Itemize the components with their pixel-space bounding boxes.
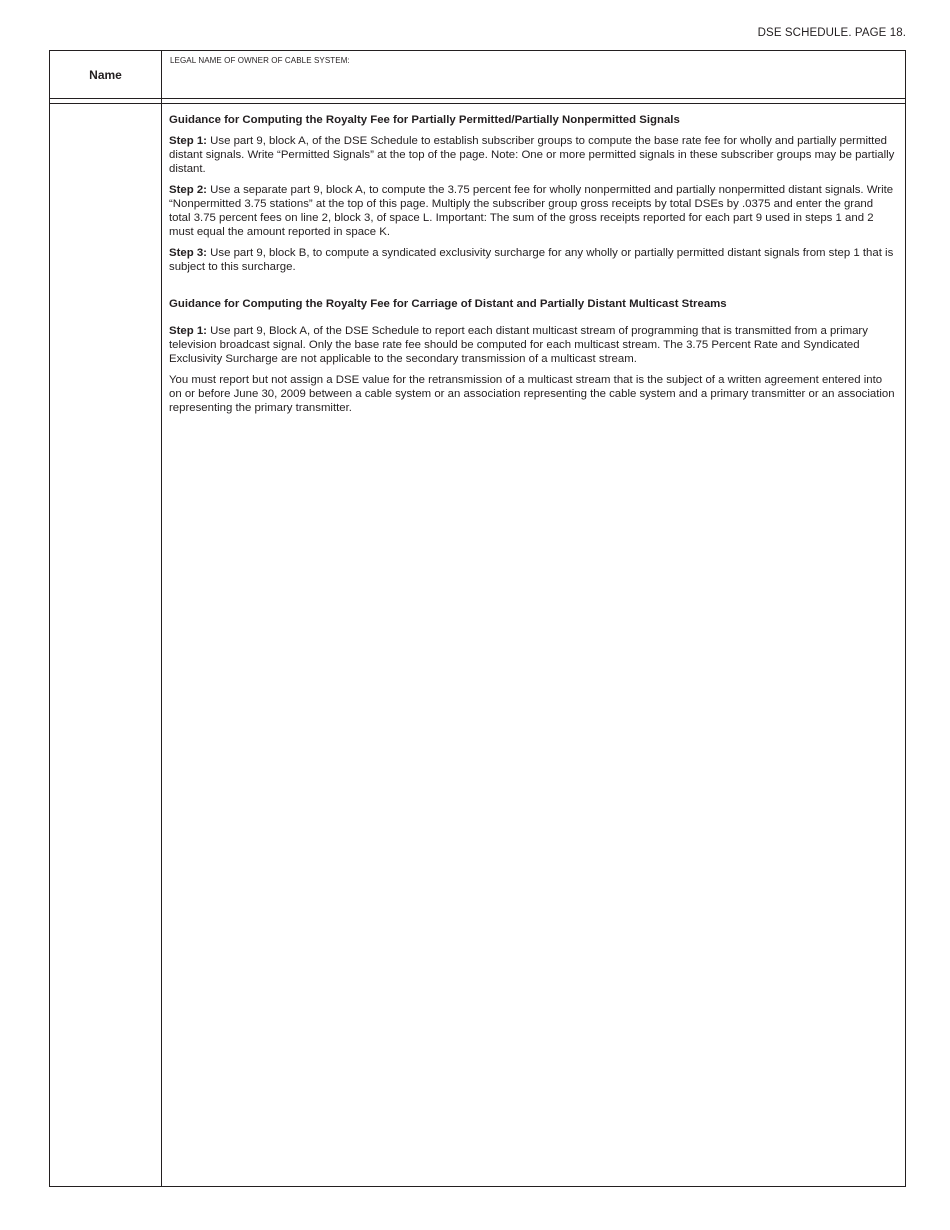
- legal-name-label: LEGAL NAME OF OWNER OF CABLE SYSTEM:: [170, 56, 350, 65]
- guidance-content: [169, 113, 897, 422]
- step-2-paragraph: [169, 183, 897, 239]
- step-3-paragraph: [169, 246, 897, 274]
- column-divider: [161, 51, 162, 1186]
- multicast-step-1-text: Use part 9, Block A, of the DSE Schedule to report each distant multicast stream of programming that is transmitted from a primary television broadcast signal. Only the base rate fee should be computed for each multicast stream. The 3.75 Percent Rate and Syndicated Exclusivity Surcharge are not applicable to the secondary transmission of a multicast stream.: [169, 325, 868, 365]
- step-3-text: Use part 9, block B, to compute a syndicated exclusivity surcharge for any wholly or partially permitted distant signals from step 1 that is subject to this surcharge.: [169, 247, 894, 273]
- step-1-paragraph: [169, 134, 897, 176]
- step-3-label: Step 3:: [169, 247, 207, 259]
- multicast-step-1-label: Step 1:: [169, 325, 207, 337]
- section-title-partially-permitted: Guidance for Computing the Royalty Fee for Partially Permitted/Partially Nonpermitted Signals: [169, 114, 680, 126]
- name-label: Name: [89, 67, 122, 82]
- step-2-text: Use a separate part 9, block A, to compute the 3.75 percent fee for wholly nonpermitted and partially nonpermitted distant signals. Write “Nonpermitted 3.75 stations” at the top of this page. Multiply the subscriber group gross receipts by total DSEs by .0375 and enter the grand total 3.75 percent fees on line 2, block 3, of space L. Important: The sum of the gross receipts reported for each part 9 used in steps 1 and 2 must equal the amount reported in space K.: [169, 184, 894, 238]
- header-rule-bottom: [50, 103, 905, 104]
- page-header: DSE SCHEDULE. PAGE 18.: [757, 27, 906, 39]
- section-title-multicast: Guidance for Computing the Royalty Fee for Carriage of Distant and Partially Distant Multicast Streams: [169, 298, 727, 310]
- multicast-note-paragraph: You must report but not assign a DSE value for the retransmission of a multicast stream that is the subject of a written agreement entered into on or before June 30, 2009 between a cable system or an association representing the cable system and a primary transmitter or an association representing the primary transmitter.: [169, 374, 895, 414]
- header-rule-top: [50, 98, 905, 99]
- form-frame: [49, 50, 906, 1187]
- header-row: [50, 51, 905, 98]
- legal-name-field[interactable]: [162, 51, 905, 98]
- step-1-label: Step 1:: [169, 135, 207, 147]
- step-2-label: Step 2:: [169, 184, 207, 196]
- step-1-text: Use part 9, block A, of the DSE Schedule to establish subscriber groups to compute the base rate fee for wholly and partially permitted distant signals. Write “Permitted Signals” at the top of the page. Note: One or more permitted signals in these subscriber groups may be partially distant.: [169, 135, 895, 175]
- multicast-step-1-paragraph: [169, 324, 897, 366]
